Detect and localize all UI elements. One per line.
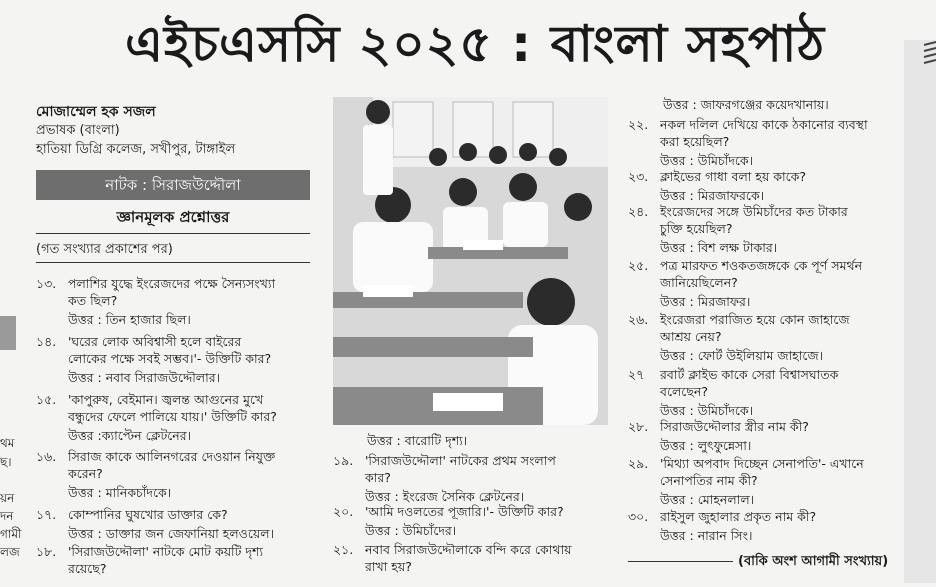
exam-hall-illustration — [333, 97, 608, 425]
question-number: ২৭ — [628, 367, 645, 382]
answer-text: উত্তর : নারান সিং। — [660, 528, 753, 543]
question-text: করেন? — [68, 466, 103, 481]
answer-text: উত্তর : মানিকচাঁদকে। — [68, 485, 172, 500]
question-number: ১৫. — [36, 392, 57, 407]
answer-text: উত্তর : লুৎফুন্নেসা। — [660, 438, 752, 453]
previous-column-shade — [0, 316, 16, 350]
author-college: হাতিয়া ডিগ্রি কলেজ, সখীপুর, টাঙ্গাইল — [36, 142, 236, 157]
question-text: 'ঘরের লোক অবিশ্বাসী হলে বাইরের — [68, 334, 242, 349]
answer-text: উত্তর : ইংরেজ সৈনিক ক্লেটনের। — [365, 489, 525, 504]
divider — [36, 262, 310, 263]
answer-text: উত্তর : মিরজাফর। — [660, 294, 751, 309]
question-text: জানিয়েছিলেন? — [660, 275, 738, 290]
page-headline: এইচএসসি ২০২৫ : বাংলা সহপাঠ — [124, 15, 826, 73]
question-text: রবার্ট ক্লাইভ কাকে সেরা বিশ্বাসঘাতক — [660, 367, 839, 382]
left-strip-text: ছ। — [0, 455, 12, 469]
question-text: সিরাজ কাকে আলিনগরের দেওয়ান নিযুক্ত — [68, 449, 276, 464]
continuation-note: (গত সংখ্যার প্রকাশের পর) — [36, 242, 173, 257]
exam-hall-photo — [333, 97, 608, 425]
section-title-bar: নাটক : সিরাজউদ্দৌলা — [36, 170, 310, 200]
question-text: রাইসুল জুহালার প্রকৃত নাম কী? — [660, 509, 817, 524]
question-text: নকল দলিল দেখিয়ে কাকে ঠকানোর ব্যবস্থা — [660, 117, 868, 132]
question-number: ২২. — [628, 117, 649, 132]
left-strip-text: য়ন — [0, 491, 15, 505]
author-designation: প্রভাষক (বাংলা) — [36, 123, 120, 138]
answer-text: উত্তর : ডাক্তার জন জেফানিয়া হলওয়েল। — [68, 526, 275, 541]
question-text: 'সিরাজউদ্দৌলা' নাটকের প্রথম সংলাপ — [365, 453, 556, 468]
stripe-graphic — [904, 40, 936, 583]
answer-text: উত্তর : বারোটি দৃশ্য। — [367, 433, 468, 448]
question-text: পত্র মারফত শওকতজঙ্গকে কে পূর্ণ সমর্থন — [660, 258, 863, 273]
question-text: ইংরেজদের সঙ্গে উমিচাঁদের কত টাকার — [660, 204, 848, 219]
answer-text: উত্তর : নবাব সিরাজউদ্দৌলার। — [68, 370, 221, 385]
footer-rule — [628, 561, 733, 562]
answer-text: উত্তর : ফোর্ট উইলিয়াম জাহাজে। — [660, 348, 824, 363]
question-number: ২৪. — [628, 204, 649, 219]
answer-text: উত্তর : বিশ লক্ষ টাকার। — [660, 240, 778, 255]
question-text: রয়েছে? — [68, 561, 107, 576]
question-text: করা হয়েছিল? — [660, 134, 730, 149]
question-number: ২৯. — [628, 456, 649, 471]
question-text: সেনাপতির নাম কী? — [660, 473, 758, 488]
divider — [36, 233, 310, 234]
question-number: ২৩. — [628, 169, 649, 184]
left-strip-text: লজ — [0, 545, 20, 559]
question-text: ক্লাইভের গাধা বলা হয় কাকে? — [660, 169, 807, 184]
question-text: কোম্পানির ঘুষখোর ডাক্তার কে? — [68, 507, 228, 522]
question-text: কত ছিল? — [68, 293, 118, 308]
answer-text: উত্তর : উমিচাঁদকে। — [660, 403, 754, 418]
question-text: রাখা হয়? — [365, 559, 412, 574]
continued-note: (বাকি অংশ আগামী সংখ্যায়) — [738, 554, 889, 569]
left-strip-text: গামী — [0, 527, 22, 541]
question-text: ইংরেজরা পরাজিত হয়ে কোন জাহাজে — [660, 312, 850, 327]
adjacent-column-strip — [904, 40, 936, 583]
section-subheading: জ্ঞানমূলক প্রশ্নোত্তর — [116, 208, 230, 226]
question-number: ১৭. — [36, 507, 57, 522]
question-text: লোকের পক্ষে সবই সম্ভব।'- উক্তিটি কার? — [68, 351, 272, 366]
question-number: ২৮. — [628, 419, 649, 434]
author-name: মোজাম্মেল হক সজল — [36, 104, 156, 120]
question-text: 'কাপুরুষ, বেইমান। জ্বলন্ত আগুনের মুখে — [68, 392, 264, 407]
question-number: ৩০. — [628, 509, 649, 524]
question-text: 'আমি দওলতের পূজারি।'- উক্তিটি কার? — [365, 504, 564, 519]
answer-text: উত্তর : উমিচাঁদকে। — [660, 153, 754, 168]
question-text: বলেছেন? — [660, 384, 708, 399]
question-text: বন্ধুদের ফেলে পালিয়ে যায়।' উক্তিটি কার? — [68, 409, 277, 424]
left-strip-text: দন — [0, 509, 14, 523]
question-text: 'সিরাজউদ্দৌলা' নাটকে মোট কয়টি দৃশ্য — [68, 544, 264, 559]
question-number: ১৯. — [333, 453, 354, 468]
question-text: নবাব সিরাজউদ্দৌলাকে বন্দি করে কোথায় — [365, 542, 572, 557]
answer-text: উত্তর :ক্যাপ্টেন ক্লেটনের। — [68, 428, 192, 443]
question-number: ২৫. — [628, 258, 649, 273]
answer-text: উত্তর : তিন হাজার ছিল। — [68, 312, 191, 327]
question-text: সিরাজউদ্দৌলার স্ত্রীর নাম কী? — [660, 419, 809, 434]
left-strip-text: থম — [0, 436, 15, 450]
question-number: ১৮. — [36, 544, 57, 559]
question-number: ২০. — [333, 504, 354, 519]
question-text: পলাশির যুদ্ধে ইংরেজদের পক্ষে সৈন্যসংখ্যা — [68, 276, 276, 291]
question-text: চুক্তি হয়েছিল? — [660, 221, 733, 236]
question-text: আশ্রয় নেয়? — [660, 329, 722, 344]
question-number: ১৬. — [36, 449, 57, 464]
answer-text: উত্তর : জাফরগঞ্জের কয়েদখানায়। — [663, 97, 829, 112]
question-text: 'মিথ্যা অপবাদ দিচ্ছেন সেনাপতি'- এখানে — [660, 456, 864, 471]
question-number: ১৪. — [36, 334, 57, 349]
question-number: ১৩. — [36, 276, 57, 291]
answer-text: উত্তর : মিরজাফরকে। — [660, 188, 765, 203]
answer-text: উত্তর : উমিচাঁদের। — [365, 523, 457, 538]
question-number: ২৬. — [628, 312, 649, 327]
question-number: ২১. — [333, 542, 354, 557]
answer-text: উত্তর : মোহনলাল। — [660, 492, 755, 507]
question-text: কার? — [365, 470, 391, 485]
